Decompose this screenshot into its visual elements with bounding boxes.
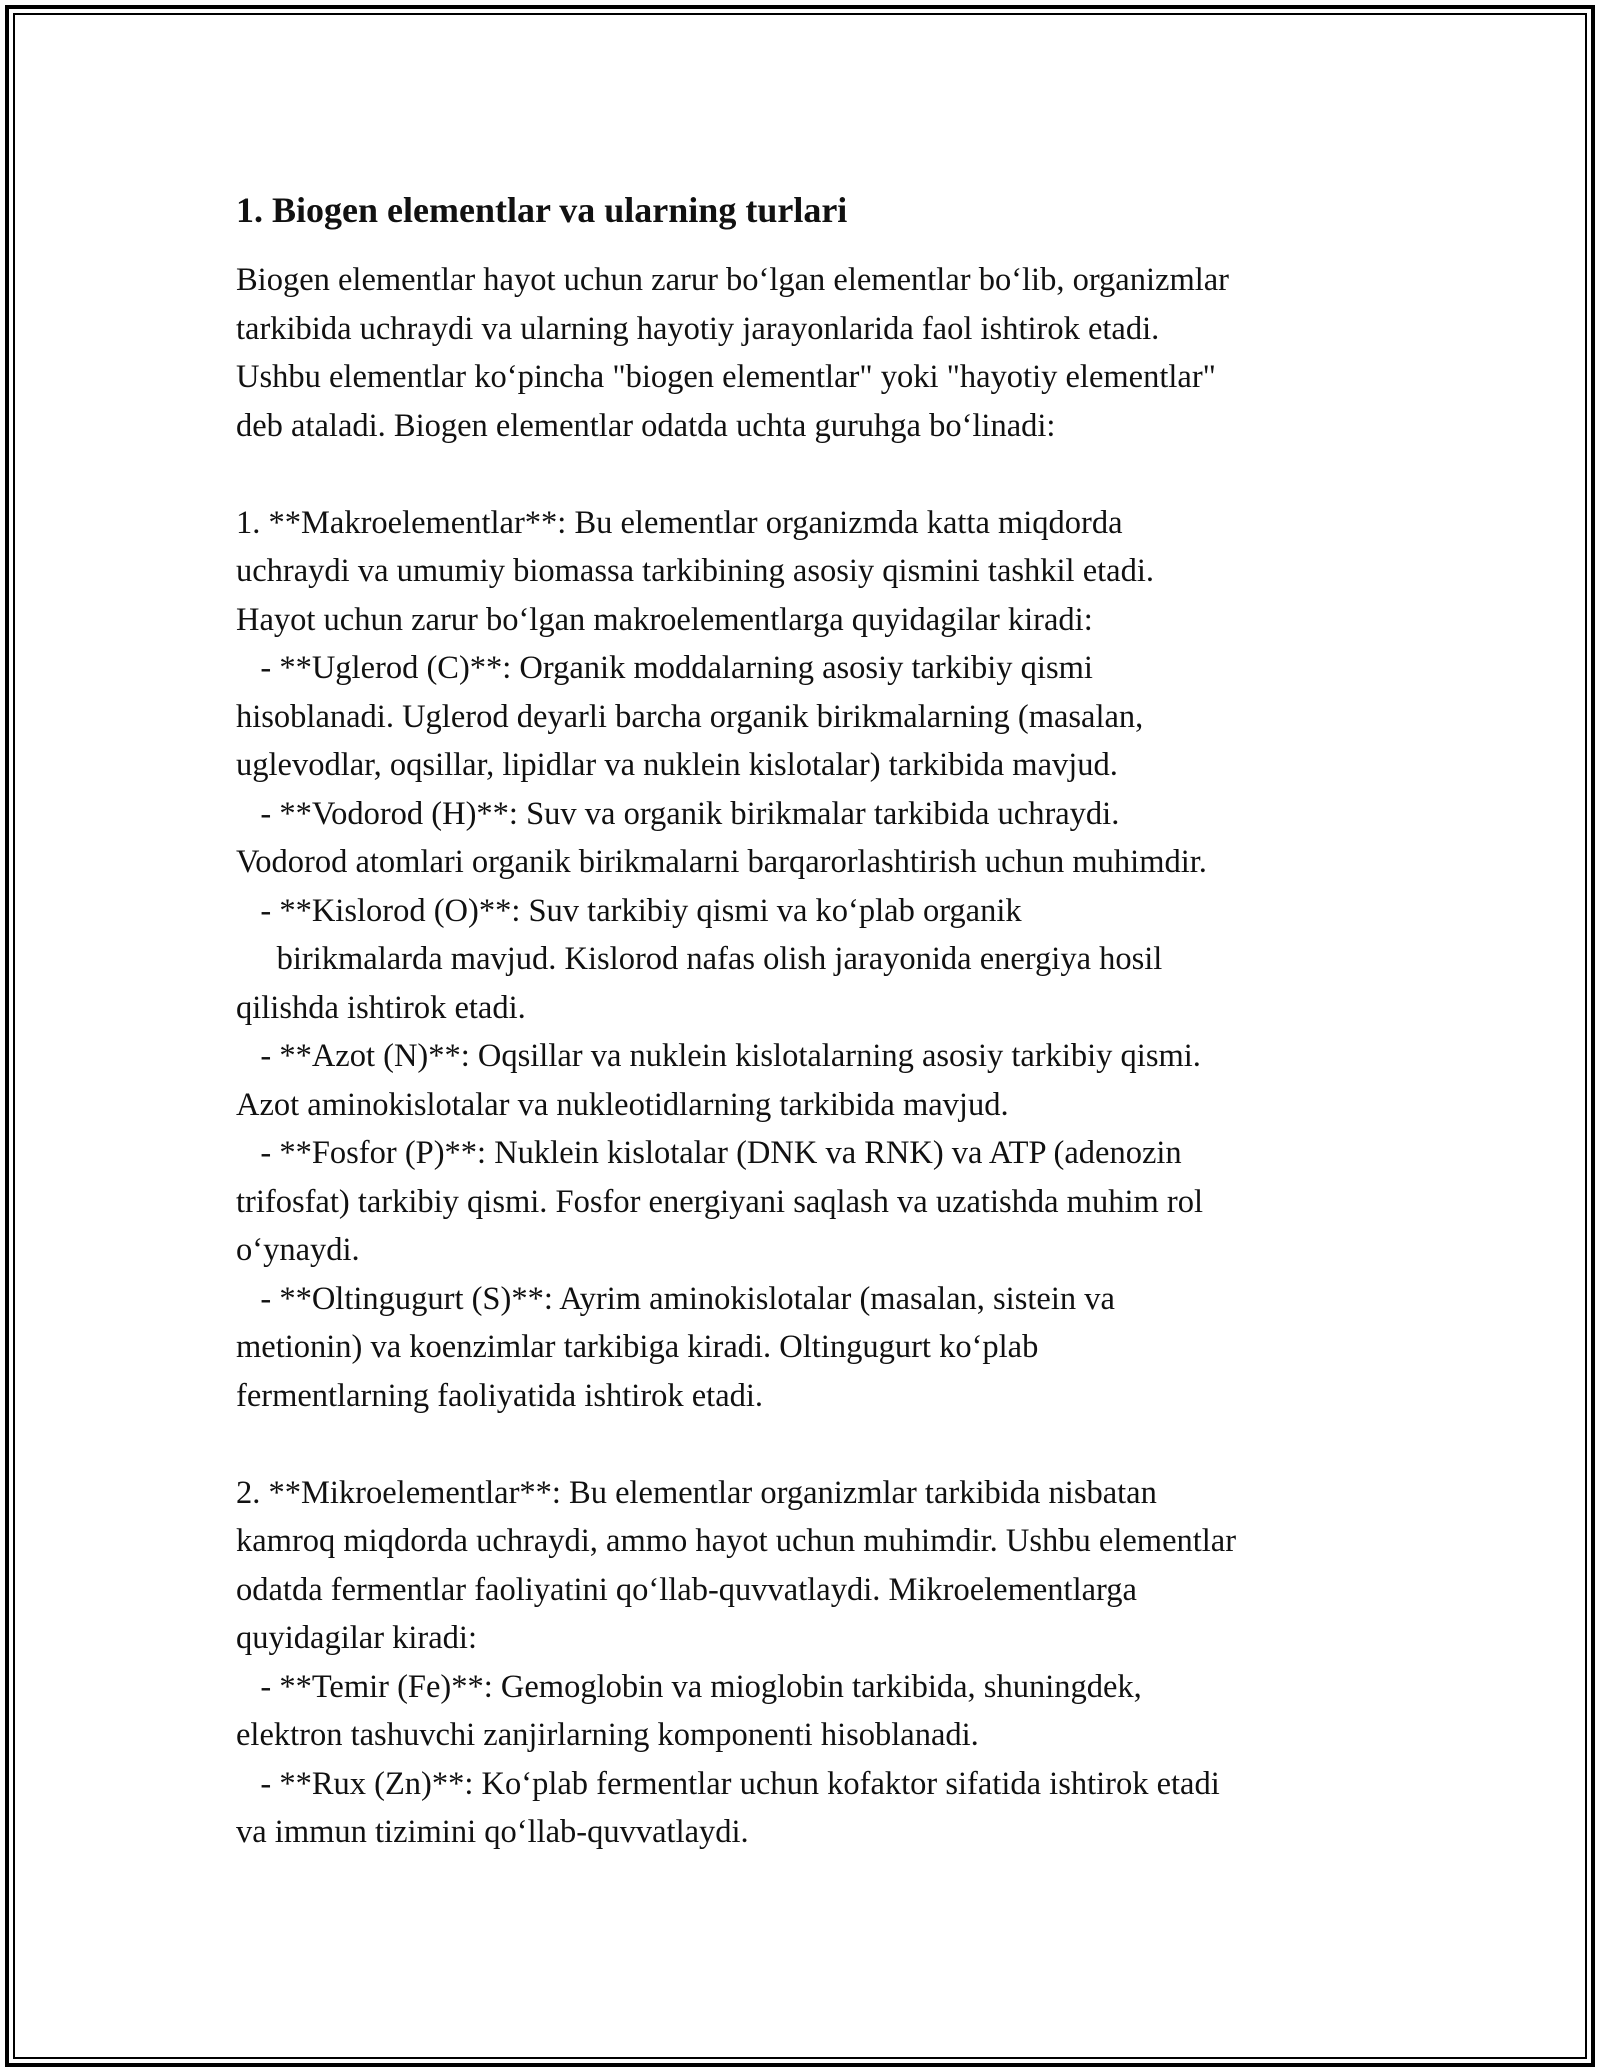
paragraph-lines (236, 256, 1416, 1857)
text-line: fermentlarning faoliyatida ishtirok etadi. (236, 1377, 764, 1414)
text-line: trifosfat) tarkibiy qismi. Fosfor energiyani saqlash va uzatishda muhim rol (236, 1183, 1203, 1220)
text-line: va immun tizimini qoʻllab-quvvatlaydi. (236, 1814, 749, 1850)
text-line: kamroq miqdorda uchraydi, ammo hayot uchun muhimdir. Ushbu elementlar (236, 1523, 1237, 1559)
text-line: uchraydi va umumiy biomassa tarkibining asosiy qismini tashkil etadi. (236, 553, 1154, 589)
text-line: Vodorod atomlari organik birikmalarni barqarorlashtirish uchun muhimdir. (236, 844, 1207, 880)
blank-line (236, 1420, 1416, 1469)
text-line: - **Fosfor (P)**: Nuklein kislotalar (DNK va RNK) va ATP (adenozin (236, 1135, 1182, 1171)
text-line: quyidagilar kiradi: (236, 1620, 477, 1656)
text-line: 2. **Mikroelementlar**: Bu elementlar organizmlar tarkibida nisbatan (236, 1474, 1157, 1511)
text-line: deb ataladi. Biogen elementlar odatda uchta guruhga boʻlinadi: (236, 407, 1056, 444)
text-line: Hayot uchun zarur boʻlgan makroelementlarga quyidagilar kiradi: (236, 601, 1093, 638)
text-line: - **Azot (N)**: Oqsillar va nuklein kislotalarning asosiy tarkibiy qismi. (236, 1038, 1201, 1074)
text-line: metionin) va koenzimlar tarkibiga kiradi. Oltingugurt koʻplab (236, 1329, 1039, 1365)
text-line: uglevodlar, oqsillar, lipidlar va nuklein kislotalar) tarkibida mavjud. (236, 747, 1118, 783)
text-line: - **Rux (Zn)**: Koʻplab fermentlar uchun kofaktor sifatida ishtirok etadi (236, 1765, 1220, 1802)
text-line: oʻynaydi. (236, 1232, 360, 1268)
text-line: 1. **Makroelementlar**: Bu elementlar organizmda katta miqdorda (236, 504, 1123, 541)
text-line: - **Vodorod (H)**: Suv va organik birikmalar tarkibida uchraydi. (236, 795, 1120, 832)
document-body (236, 186, 1416, 1857)
text-line: - **Uglerod (C)**: Organik moddalarning asosiy tarkibiy qismi (236, 650, 1093, 686)
text-line: - **Temir (Fe)**: Gemoglobin va mioglobin tarkibida, shuningdek, (236, 1668, 1142, 1705)
section-heading: 1. Biogen elementlar va ularning turlari (236, 190, 848, 230)
text-line: Biogen elementlar hayot uchun zarur boʻlgan elementlar boʻlib, organizmlar (236, 262, 1229, 298)
text-line: tarkibida uchraydi va ularning hayotiy jarayonlarida faol ishtirok etadi. (236, 310, 1160, 347)
text-line: birikmalarda mavjud. Kislorod nafas olish jarayonida energiya hosil (236, 941, 1163, 977)
text-line: - **Oltingugurt (S)**: Ayrim aminokislotalar (masalan, sistein va (236, 1280, 1115, 1317)
text-line: Ushbu elementlar koʻpincha "biogen elementlar" yoki "hayotiy elementlar" (236, 359, 1216, 395)
text-line: hisoblanadi. Uglerod deyarli barcha organik birikmalarning (masalan, (236, 698, 1144, 735)
blank-line (236, 450, 1416, 499)
text-line: Azot aminokislotalar va nukleotidlarning tarkibida mavjud. (236, 1086, 1009, 1123)
text-line: odatda fermentlar faoliyatini qoʻllab-quvvatlaydi. Mikroelementlarga (236, 1571, 1137, 1608)
text-line: qilishda ishtirok etadi. (236, 989, 526, 1026)
text-line: elektron tashuvchi zanjirlarning komponenti hisoblanadi. (236, 1717, 979, 1753)
text-line: - **Kislorod (O)**: Suv tarkibiy qismi va koʻplab organik (236, 892, 1022, 929)
